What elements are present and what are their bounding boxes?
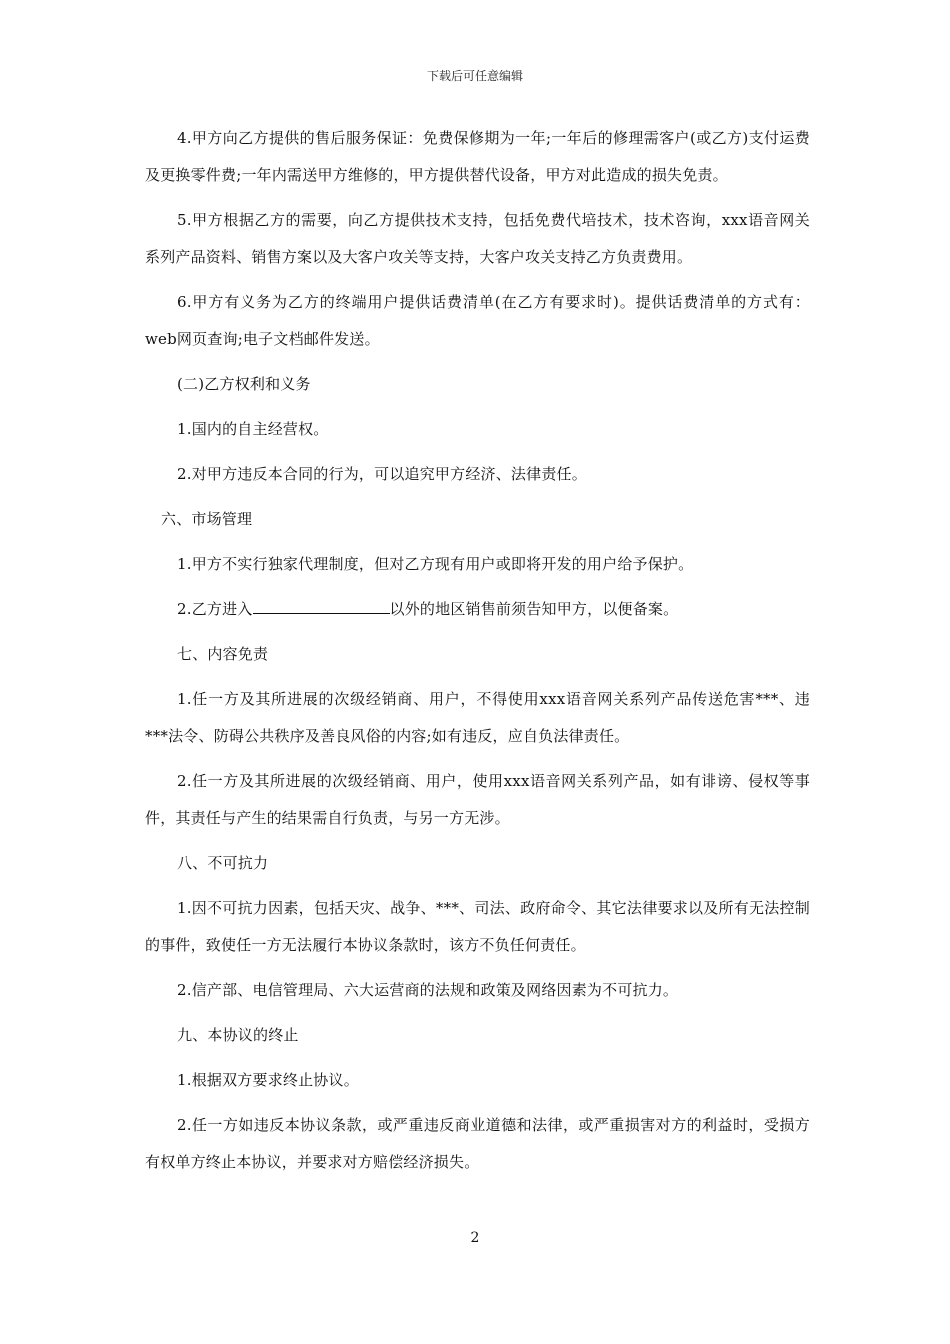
section-heading: 六、市场管理 — [161, 510, 253, 528]
paragraph: 1.根据双方要求终止协议。 — [177, 1071, 359, 1089]
paragraph: 1.甲方不实行独家代理制度，但对乙方现有用户或即将开发的用户给予保护。 — [177, 555, 694, 573]
blank-line-after: 以外的地区销售前须告知甲方，以便备案。 — [389, 600, 679, 618]
paragraph: 2.信产部、电信管理局、六大运营商的法规和政策及网络因素为不可抗力。 — [177, 981, 679, 999]
paragraph: 2.对甲方违反本合同的行为，可以追究甲方经济、法律责任。 — [177, 465, 587, 483]
page-header: 下载后可任意编辑 — [426, 69, 523, 83]
section-heading: 八、不可抗力 — [177, 854, 269, 872]
fill-in-blank — [253, 599, 390, 614]
section-heading: 七、内容免责 — [177, 645, 269, 663]
paragraph: 2.任一方及其所进展的次级经销商、用户，使用xxx语音网关系列产品，如有诽谤、侵权等事件，其责任与产生的结果需自行负责，与另一方无涉。 — [145, 772, 810, 827]
section-heading: (二)乙方权利和义务 — [177, 375, 311, 393]
paragraph: 1.因不可抗力因素，包括天灾、战争、***、司法、政府命令、其它法律要求以及所有无法控制的事件，致使任一方无法履行本协议条款时，该方不负任何责任。 — [145, 899, 810, 954]
paragraph: 1.任一方及其所进展的次级经销商、用户，不得使用xxx语音网关系列产品传送危害***、违***法令、防碍公共秩序及善良风俗的内容;如有违反，应自负法律责任。 — [145, 690, 810, 745]
section-heading: 九、本协议的终止 — [177, 1026, 299, 1044]
paragraph: 6.甲方有义务为乙方的终端用户提供话费清单(在乙方有要求时)。提供话费清单的方式有：web网页查询;电子文档邮件发送。 — [145, 293, 810, 348]
paragraph: 5.甲方根据乙方的需要，向乙方提供技术支持，包括免费代培技术，技术咨询，xxx语音网关系列产品资料、销售方案以及大客户攻关等支持，大客户攻关支持乙方负责费用。 — [145, 211, 810, 266]
blank-line-before: 2.乙方进入 — [177, 600, 253, 618]
paragraph: 2.任一方如违反本协议条款，或严重违反商业道德和法律，或严重损害对方的利益时，受损方有权单方终止本协议，并要求对方赔偿经济损失。 — [145, 1116, 810, 1171]
paragraph: 1.国内的自主经营权。 — [177, 420, 329, 438]
page-number: 2 — [470, 1230, 480, 1246]
document-body — [145, 120, 810, 1189]
paragraph: 4.甲方向乙方提供的售后服务保证：免费保修期为一年;一年后的修理需客户(或乙方)支付运费及更换零件费;一年内需送甲方维修的，甲方提供替代设备，甲方对此造成的损失免责。 — [145, 129, 810, 184]
paragraph-with-blank — [145, 591, 810, 628]
